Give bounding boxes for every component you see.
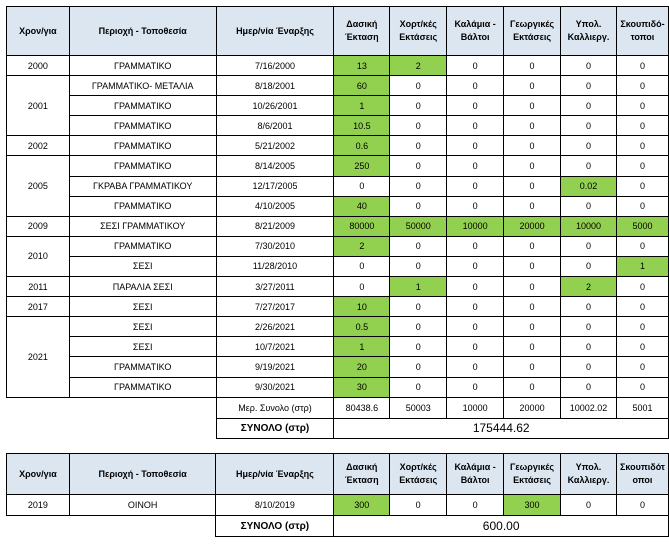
fires-table (6, 6, 669, 439)
value-cell: 0 (447, 176, 504, 196)
header-row (7, 7, 669, 56)
value-cell: 0 (504, 96, 561, 116)
area-cell: ΓΡΑΜΜΑΤΙΚΟ (69, 56, 216, 76)
value-cell: 0 (390, 76, 447, 96)
value-cell: 0 (447, 196, 504, 216)
value-cell: 0 (447, 56, 504, 76)
subtotal-value: 20000 (504, 397, 561, 418)
value-cell: 1 (616, 256, 668, 276)
table-row (7, 495, 669, 516)
value-cell: 20000 (504, 216, 561, 236)
column-header: Δασική Έκταση (334, 454, 390, 495)
value-cell: 0 (334, 176, 390, 196)
value-cell: 10000 (561, 216, 617, 236)
total-row (7, 418, 669, 438)
date-cell: 3/27/2011 (216, 277, 334, 297)
value-cell: 1 (390, 277, 447, 297)
column-header: Χρον/για (7, 7, 70, 56)
column-header: Σκουπιδό-τοποι (616, 7, 668, 56)
header-row (7, 454, 669, 495)
value-cell: 0 (447, 136, 504, 156)
value-cell: 0 (390, 256, 447, 276)
year-cell: 2017 (7, 297, 70, 317)
value-cell: 0 (447, 377, 504, 397)
area-cell: ΓΡΑΜΜΑΤΙΚΟ (69, 196, 216, 216)
value-cell: 0 (561, 357, 617, 377)
table-row (7, 357, 669, 377)
column-header: Καλάμια - Βάλτοι (447, 7, 504, 56)
value-cell: 0 (616, 495, 668, 516)
value-cell: 10.5 (334, 116, 390, 136)
subtotal-value: 5001 (616, 397, 668, 418)
value-cell: 0.5 (334, 317, 390, 337)
value-cell: 60 (334, 76, 390, 96)
value-cell: 0 (616, 377, 668, 397)
value-cell: 0 (561, 256, 617, 276)
total-value: 600.00 (334, 516, 669, 537)
blank-cell (7, 397, 217, 418)
subtotal-value: 50003 (390, 397, 447, 418)
value-cell: 0 (504, 256, 561, 276)
value-cell: 0 (616, 96, 668, 116)
value-cell: 0 (561, 116, 617, 136)
value-cell: 0 (390, 357, 447, 377)
date-cell: 2/26/2021 (216, 317, 334, 337)
subtotal-value: 80438.6 (334, 397, 390, 418)
table-row (7, 176, 669, 196)
total-label: ΣΥΝΟΛΟ (στρ) (216, 418, 334, 438)
value-cell: 0 (447, 236, 504, 256)
value-cell: 0 (561, 337, 617, 357)
year-cell: 2021 (7, 317, 70, 397)
area-cell: ΓΡΑΜΜΑΤΙΚΟ (69, 156, 216, 176)
value-cell: 0 (447, 337, 504, 357)
value-cell: 40 (334, 196, 390, 216)
value-cell: 0 (390, 236, 447, 256)
subtotal-value: 10002.02 (561, 397, 617, 418)
value-cell: 30 (334, 377, 390, 397)
column-header: Υπολ. Καλλιεργ. (561, 454, 617, 495)
value-cell: 0 (616, 337, 668, 357)
value-cell: 0 (447, 297, 504, 317)
value-cell: 0 (504, 176, 561, 196)
value-cell: 0 (616, 56, 668, 76)
table-row (7, 196, 669, 216)
year-cell: 2002 (7, 136, 70, 156)
value-cell: 0 (616, 176, 668, 196)
table-row (7, 136, 669, 156)
date-cell: 10/7/2021 (216, 337, 334, 357)
area-cell: ΓΡΑΜΜΑΤΙΚΟ (69, 236, 216, 256)
year-cell: 2005 (7, 156, 70, 216)
date-cell: 5/21/2002 (216, 136, 334, 156)
column-header: Χορτ/κές Εκτάσεις (390, 454, 447, 495)
year-cell: 2001 (7, 76, 70, 136)
table-row (7, 377, 669, 397)
date-cell: 8/21/2009 (216, 216, 334, 236)
value-cell: 0 (561, 196, 617, 216)
column-header: Υπολ. Καλλιεργ. (561, 7, 617, 56)
blank-cell (7, 516, 216, 537)
table-row (7, 96, 669, 116)
table-row (7, 277, 669, 297)
value-cell: 300 (504, 495, 561, 516)
value-cell: 0 (447, 156, 504, 176)
value-cell: 2 (334, 236, 390, 256)
value-cell: 0 (334, 256, 390, 276)
date-cell: 7/27/2017 (216, 297, 334, 317)
value-cell: 0 (390, 156, 447, 176)
value-cell: 0 (504, 156, 561, 176)
value-cell: 0 (504, 136, 561, 156)
value-cell: 0 (390, 176, 447, 196)
value-cell: 0.6 (334, 136, 390, 156)
value-cell: 80000 (334, 216, 390, 236)
area-cell: ΟΙΝΟΗ (69, 495, 216, 516)
value-cell: 10 (334, 297, 390, 317)
date-cell: 4/10/2005 (216, 196, 334, 216)
date-cell: 8/14/2005 (216, 156, 334, 176)
value-cell: 0 (504, 236, 561, 256)
table-row (7, 337, 669, 357)
value-cell: 0 (504, 76, 561, 96)
value-cell: 0 (447, 317, 504, 337)
value-cell: 0 (447, 256, 504, 276)
date-cell: 8/6/2001 (216, 116, 334, 136)
value-cell: 0 (561, 96, 617, 116)
value-cell: 0 (390, 317, 447, 337)
column-header: Ημερ/νία Έναρξης (216, 454, 334, 495)
table-row (7, 317, 669, 337)
table-row (7, 297, 669, 317)
value-cell: 0 (561, 76, 617, 96)
date-cell: 7/16/2000 (216, 56, 334, 76)
value-cell: 0 (390, 136, 447, 156)
date-cell: 8/18/2001 (216, 76, 334, 96)
value-cell: 0 (334, 277, 390, 297)
value-cell: 0 (504, 317, 561, 337)
value-cell: 0 (561, 377, 617, 397)
value-cell: 0 (390, 116, 447, 136)
value-cell: 250 (334, 156, 390, 176)
value-cell: 1 (334, 337, 390, 357)
table-row (7, 236, 669, 256)
value-cell: 0 (504, 337, 561, 357)
value-cell: 0 (561, 297, 617, 317)
value-cell: 0 (561, 495, 617, 516)
area-cell: ΓΡΑΜΜΑΤΙΚΟ (69, 136, 216, 156)
year-cell: 2009 (7, 216, 70, 236)
table-row (7, 76, 669, 96)
value-cell: 0 (561, 236, 617, 256)
area-cell: ΓΡΑΜΜΑΤΙΚΟ (69, 377, 216, 397)
area-cell: ΠΑΡΑΛΙΑ ΣΕΣΙ (69, 277, 216, 297)
table-row (7, 256, 669, 276)
value-cell: 1 (334, 96, 390, 116)
table-row (7, 156, 669, 176)
value-cell: 10000 (447, 216, 504, 236)
column-header: Χορτ/κές Εκτάσεις (390, 7, 447, 56)
value-cell: 13 (334, 56, 390, 76)
value-cell: 0 (616, 76, 668, 96)
column-header: Χρον/για (7, 454, 70, 495)
area-cell: ΓΡΑΜΜΑΤΙΚΟ (69, 116, 216, 136)
area-cell: ΣΕΣΙ (69, 317, 216, 337)
value-cell: 0 (390, 337, 447, 357)
value-cell: 0 (390, 495, 447, 516)
year-cell: 2011 (7, 277, 70, 297)
column-header: Περιοχή - Τοποθεσία (69, 7, 216, 56)
area-cell: ΓΡΑΜΜΑΤΙΚΟ (69, 357, 216, 377)
value-cell: 2 (390, 56, 447, 76)
value-cell: 0 (616, 317, 668, 337)
value-cell: 0 (616, 196, 668, 216)
column-header: Γεωργικές Εκτάσεις (504, 454, 561, 495)
total-value: 175444.62 (334, 418, 669, 438)
value-cell: 0 (390, 297, 447, 317)
value-cell: 0 (504, 56, 561, 76)
subtotal-label: Μερ. Συνολο (στρ) (216, 397, 334, 418)
oinoi-table (6, 453, 669, 537)
value-cell: 0 (447, 495, 504, 516)
value-cell: 2 (561, 277, 617, 297)
value-cell: 0 (504, 277, 561, 297)
value-cell: 0 (616, 156, 668, 176)
area-cell: ΓΚΡΑΒΑ ΓΡΑΜΜΑΤΙΚΟΥ (69, 176, 216, 196)
value-cell: 0 (561, 136, 617, 156)
value-cell: 0 (504, 377, 561, 397)
value-cell: 0.02 (561, 176, 617, 196)
column-header: Περιοχή - Τοποθεσία (69, 454, 216, 495)
value-cell: 20 (334, 357, 390, 377)
value-cell: 0 (390, 96, 447, 116)
column-header: Σκουπιδότ οποι (616, 454, 668, 495)
value-cell: 0 (504, 116, 561, 136)
column-header: Δασική Έκταση (334, 7, 390, 56)
column-header: Καλάμια - Βάλτοι (447, 454, 504, 495)
year-cell: 2000 (7, 56, 70, 76)
date-cell: 9/19/2021 (216, 357, 334, 377)
value-cell: 0 (616, 116, 668, 136)
area-cell: ΣΕΣΙ (69, 297, 216, 317)
value-cell: 0 (616, 277, 668, 297)
total-label: ΣΥΝΟΛΟ (στρ) (216, 516, 334, 537)
value-cell: 0 (561, 56, 617, 76)
date-cell: 8/10/2019 (216, 495, 334, 516)
value-cell: 0 (616, 136, 668, 156)
year-cell: 2019 (7, 495, 70, 516)
value-cell: 0 (447, 357, 504, 377)
table-row (7, 116, 669, 136)
value-cell: 0 (504, 357, 561, 377)
value-cell: 0 (616, 236, 668, 256)
table-row (7, 56, 669, 76)
value-cell: 0 (561, 156, 617, 176)
blank-cell (7, 418, 217, 438)
value-cell: 0 (561, 317, 617, 337)
total-row (7, 516, 669, 537)
area-cell: ΣΕΣΙ (69, 256, 216, 276)
value-cell: 0 (390, 377, 447, 397)
column-header: Ημερ/νία Έναρξης (216, 7, 334, 56)
value-cell: 5000 (616, 216, 668, 236)
value-cell: 0 (616, 297, 668, 317)
date-cell: 7/30/2010 (216, 236, 334, 256)
area-cell: ΓΡΑΜΜΑΤΙΚΟ (69, 96, 216, 116)
date-cell: 9/30/2021 (216, 377, 334, 397)
subtotal-row (7, 397, 669, 418)
value-cell: 0 (390, 196, 447, 216)
date-cell: 10/26/2001 (216, 96, 334, 116)
value-cell: 0 (504, 297, 561, 317)
value-cell: 0 (504, 196, 561, 216)
year-cell: 2010 (7, 236, 70, 276)
value-cell: 0 (447, 76, 504, 96)
value-cell: 0 (616, 357, 668, 377)
value-cell: 0 (447, 96, 504, 116)
subtotal-value: 10000 (447, 397, 504, 418)
date-cell: 12/17/2005 (216, 176, 334, 196)
value-cell: 0 (447, 116, 504, 136)
date-cell: 11/28/2010 (216, 256, 334, 276)
area-cell: ΓΡΑΜΜΑΤΙΚΟ- ΜΕΤΑΛΙΑ (69, 76, 216, 96)
area-cell: ΣΕΣΙ ΓΡΑΜΜΑΤΙΚΟΥ (69, 216, 216, 236)
value-cell: 50000 (390, 216, 447, 236)
column-header: Γεωργικές Εκτάσεις (504, 7, 561, 56)
table-row (7, 216, 669, 236)
value-cell: 0 (447, 277, 504, 297)
value-cell: 300 (334, 495, 390, 516)
area-cell: ΣΕΣΙ (69, 337, 216, 357)
